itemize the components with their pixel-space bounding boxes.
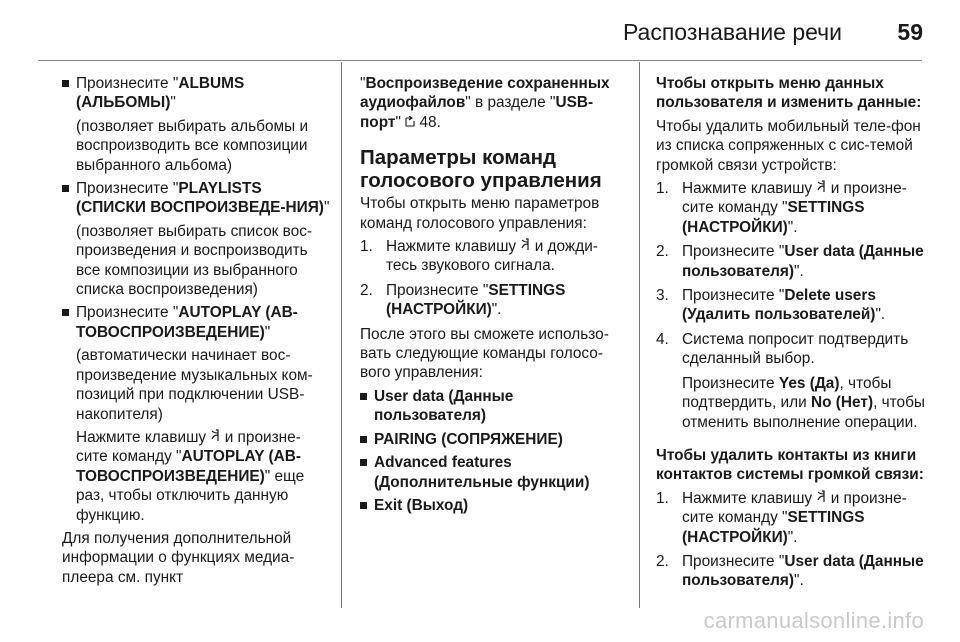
step-item: 2. Произнесите "User data (Данные пользователя)". — [656, 552, 924, 590]
command-item: PAIRING (СОПРЯЖЕНИЕ) — [360, 430, 628, 449]
page-title: Распознавание речи — [622, 19, 842, 45]
command-item: Advanced features (Дополнительные функции) — [360, 453, 628, 492]
step-item: 1. Нажмите клавишу и произне-сите команду "SETTINGS (НАСТРОЙКИ)". — [656, 180, 907, 236]
command-item: User data (Данные пользователя) — [360, 387, 628, 426]
voice-key-icon — [520, 238, 530, 255]
command-item: Exit (Выход) — [360, 496, 628, 515]
step-item: 1. Нажмите клавишу и дожди-тесь звукового сигнала. — [360, 238, 598, 275]
list-item: Произнесите "ALBUMS (АЛЬБОМЫ)" — [62, 74, 332, 113]
item-description: (позволяет выбирать альбомы и воспроизводить все композиции выбранного альбома) — [76, 117, 309, 174]
paragraph: Для получения дополнительной информации о функциях медиа-плеера см. пункт — [62, 529, 295, 586]
page-ref-arrow-icon — [405, 114, 415, 131]
paragraph: Чтобы открыть меню параметров команд голосового управления: — [360, 195, 600, 232]
subheading: Чтобы удалить контакты из книги контактов системы громкой связи: — [656, 446, 924, 484]
watermark: carmanualsonline.info — [703, 608, 924, 633]
cross-reference: "Воспроизведение сохраненных аудиофайлов" в разделе "USB-порт" 48. — [360, 75, 610, 131]
item-description: (автоматически начинает вос-произведение музыкальных ком-позиций при подключении USB-накопителя) — [76, 347, 313, 423]
step-item: 2. Произнесите "SETTINGS (НАСТРОЙКИ)". — [360, 281, 566, 319]
voice-key-icon — [210, 428, 220, 447]
section-heading: Параметры команд голосового управления — [360, 146, 602, 193]
column-divider-left — [341, 62, 342, 608]
page-number: 59 — [897, 19, 923, 45]
column-divider-right — [639, 62, 640, 608]
paragraph: После этого вы сможете использо-вать следующие команды голосо-вого управления: — [360, 325, 609, 382]
list-item: Произнесите "AUTOPLAY (АВ-ТОВОСПРОИЗВЕДЕНИЕ)" — [62, 303, 332, 342]
header-divider — [38, 60, 922, 61]
column-middle — [360, 74, 628, 519]
page-header — [0, 0, 960, 62]
voice-key-icon — [816, 490, 826, 507]
step-item: 4. Система попросит подтвердить сделанный выбор. — [656, 330, 909, 368]
list-item: Произнесите "PLAYLISTS (СПИСКИ ВОСПРОИЗВЕДЕ-НИЯ)" — [62, 179, 332, 218]
step-detail: Произнесите Yes (Да), чтобы подтвердить, или No (Нет), чтобы отменить выполнение операции. — [682, 374, 925, 431]
column-left — [62, 74, 332, 591]
item-instruction: Нажмите клавишу и произне-сите команду "AUTOPLAY (АВ-ТОВОСПРОИЗВЕДЕНИЕ)" еще раз, чтобы отключить данную функцию. — [76, 428, 305, 524]
voice-key-icon — [816, 180, 826, 197]
subheading: Чтобы открыть меню данных пользователя и изменить данные: — [656, 75, 922, 112]
item-description: (позволяет выбирать список вос-произведения и воспроизводить все композиции из выбранного списка воспроизведения) — [76, 222, 313, 299]
paragraph: Чтобы удалить мобильный теле-фон из списка сопряженных с сис-темой громкой связи устройств: — [656, 117, 921, 174]
step-item: 2. Произнесите "User data (Данные пользователя)". — [656, 243, 924, 280]
column-right — [656, 74, 926, 596]
step-item: 3. Произнесите "Delete users (Удалить пользователей)". — [656, 287, 886, 324]
step-item: 1. Нажмите клавишу и произне-сите команду "SETTINGS (НАСТРОЙКИ)". — [656, 489, 907, 546]
